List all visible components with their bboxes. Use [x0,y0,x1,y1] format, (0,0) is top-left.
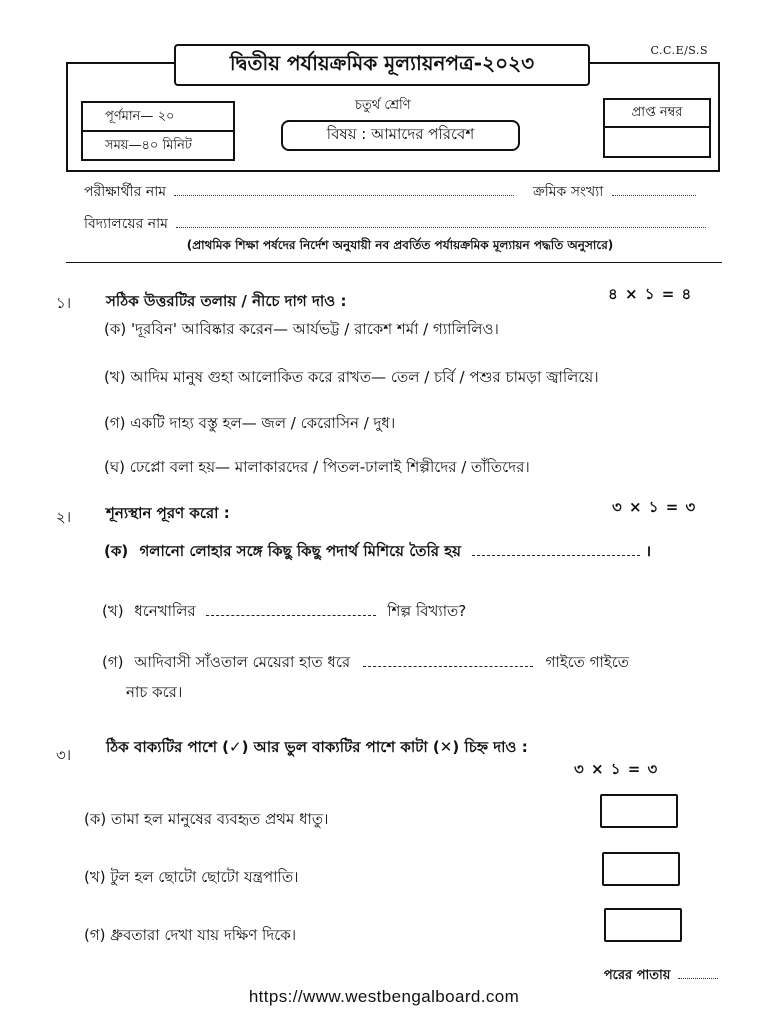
q2-b-blank[interactable] [206,605,376,616]
obtained-marks-label: প্রাপ্ত নম্বর [605,100,709,128]
marks-time-box [81,101,235,161]
q1-heading: সঠিক উত্তরটির তলায় / নীচে দাগ দাও : [106,292,347,310]
q3-a-answer-box[interactable] [600,794,678,828]
q1-option-d: (ঘ) ঢেপ্লো বলা হয়— মালাকারদের / পিতল-ঢালাই শিল্পীদের / তাঁতিদের। [104,458,530,476]
class-label: চতুর্থ শ্রেণি [355,98,411,113]
q2-a-blank[interactable] [472,545,640,556]
roll-no-field[interactable] [612,185,696,196]
q3-b-answer-box[interactable] [602,852,680,886]
q2-c-blank[interactable] [363,656,533,667]
q2-b-row [102,600,466,625]
paper-code: C.C.E/S.S [650,44,708,57]
q1-number: ১। [56,294,72,312]
next-page-note [604,966,718,987]
q2-b-post: শিল্প বিখ্যাত? [387,602,467,620]
q3-number: ৩। [56,746,72,764]
q3-heading: ঠিক বাক্যটির পাশে (✓) আর ভুল বাক্যটির পাশে কাটা (✕) চিহ্ন দাও : [106,738,528,756]
q2-a-label: (ক) [104,542,129,560]
subject-label: বিষয় : আমাদের পরিবেশ [281,120,520,151]
next-page-label: পরের পাতায় [603,968,671,983]
examinee-name-label: পরীক্ষার্থীর নাম [84,184,167,200]
examinee-name-row [84,180,514,204]
q2-a-text: গলানো লোহার সঙ্গে কিছু কিছু পদার্থ মিশিয়ে তৈরি হয় [139,542,462,560]
q2-heading: শূন্যস্থান পূরণ করো : [106,504,230,522]
school-name-field[interactable] [176,217,706,228]
q3-statement-a: (ক) তামা হল মানুষের ব্যবহৃত প্রথম ধাতু। [84,810,329,828]
obtained-marks-box [603,98,711,158]
q2-c-row [102,651,629,676]
school-name-row [84,212,706,236]
next-page-dots [678,968,718,979]
q3-statement-b: (খ) টুল হল ছোটো ছোটো যন্ত্রপাতি। [84,868,299,886]
q3-marks: ৩ × ১ = ৩ [574,760,659,778]
q1-option-a: (ক) 'দূরবিন' আবিষ্কার করেন— আর্যভট্ট / রাকেশ শর্মা / গ্যালিলিও। [104,320,499,338]
q2-a-end: । [645,542,652,560]
instruction-note: (প্রাথমিক শিক্ষা পর্ষদের নির্দেশ অনুযায়ী নব প্রবর্তিত পর্যায়ক্রমিক মূল্যায়ন পদ্ধতি অনুসারে) [186,238,614,252]
full-marks: পূর্ণমান— ২০ [83,103,233,132]
q2-c-post: গাইতে গাইতে [545,653,629,671]
q2-marks: ৩ × ১ = ৩ [612,498,697,516]
q1-option-b: (খ) আদিম মানুষ গুহা আলোকিত করে রাখত— তেল / চর্বি / পশুর চামড়া জ্বালিয়ে। [104,368,599,386]
website-url[interactable]: https://www.westbengalboard.com [248,987,520,1006]
divider [66,262,722,263]
q2-b-pre: ধনেখালির [134,602,196,620]
school-name-label: বিদ্যালয়ের নাম [84,216,168,232]
q2-b-label: (খ) [102,602,124,620]
q2-c-label: (গ) [102,653,124,671]
q3-c-answer-box[interactable] [604,908,682,942]
q1-marks: ৪ × ১ = ৪ [608,285,693,303]
q1-option-c: (গ) একটি দাহ্য বস্তু হল— জল / কেরোসিন / দুধ। [104,414,396,432]
exam-time: সময়—৪০ মিনিট [105,138,192,153]
roll-no-label: ক্রমিক সংখ্যা [533,184,604,200]
q2-c-line2: নাচ করে। [126,683,183,701]
examinee-name-field[interactable] [174,185,514,196]
q2-number: ২। [56,508,72,526]
q2-c-pre: আদিবাসী সাঁওতাল মেয়েরা হাত ধরে [134,653,351,671]
exam-title: দ্বিতীয় পর্যায়ক্রমিক মূল্যায়নপত্র-২০২৩ [174,44,590,86]
q2-a-row [104,540,651,565]
roll-no-row [533,180,696,204]
q3-statement-c: (গ) ধ্রুবতারা দেখা যায় দক্ষিণ দিকে। [84,926,297,944]
